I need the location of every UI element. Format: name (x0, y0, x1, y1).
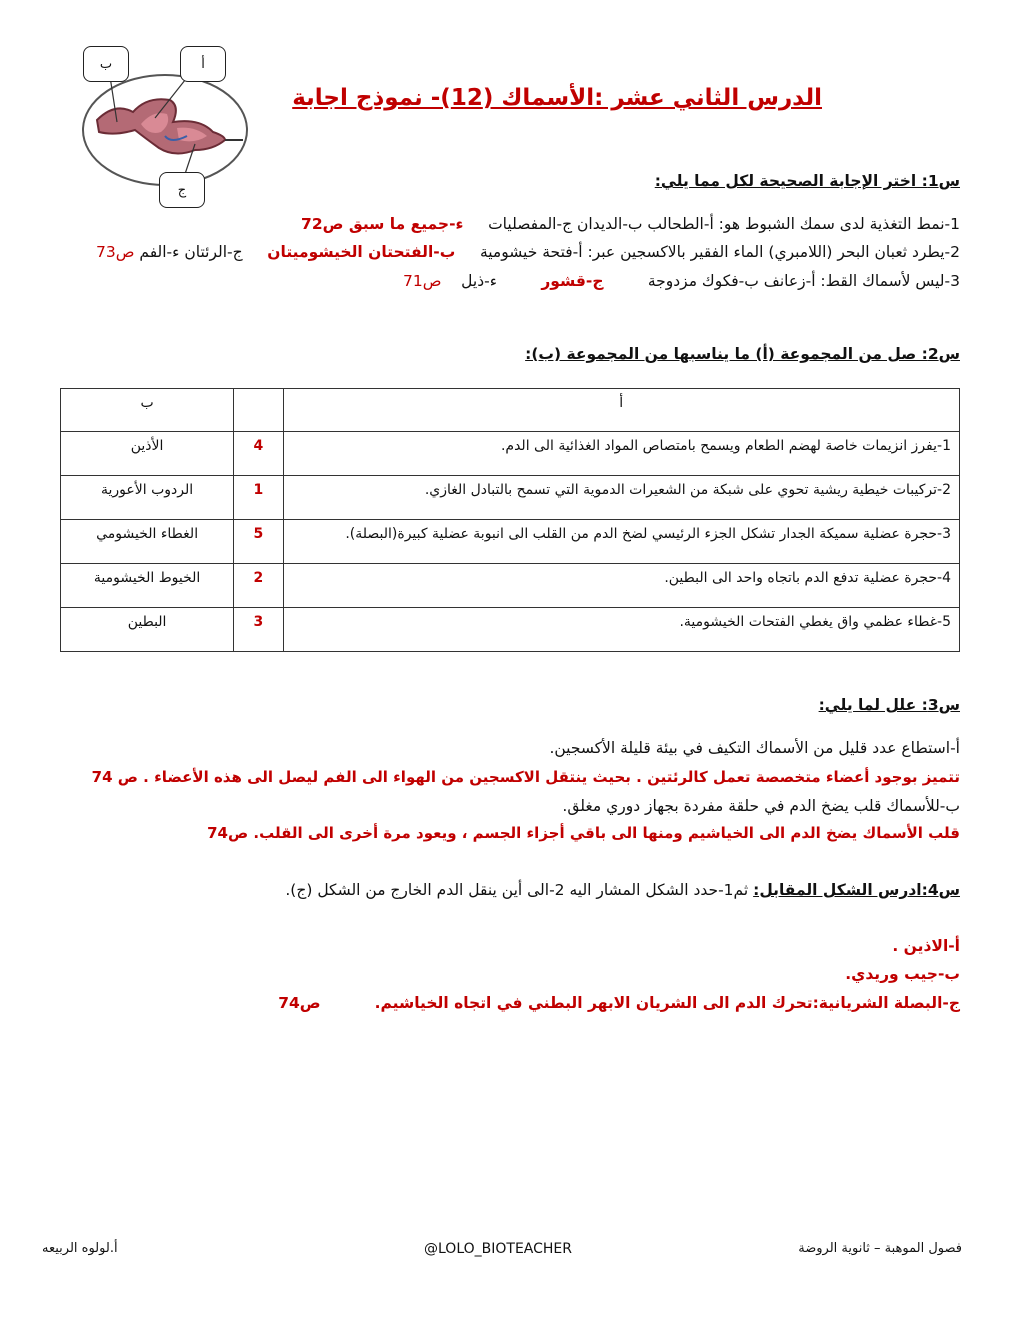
table-row (61, 564, 960, 608)
row-n: 1 (234, 476, 283, 520)
diagram-label-b: ب (83, 46, 129, 82)
q1-item-2-text: 2-يطرد ثعبان البحر (اللامبري) الماء الفقير بالاكسجين عبر: أ-فتحة خيشومية (479, 243, 960, 261)
q4-answer-b: ب-جيب وريدي. (845, 965, 960, 983)
q1-item-3 (403, 272, 960, 290)
table-row (61, 432, 960, 476)
row-n: 5 (234, 520, 283, 564)
footer-handle: @LOLO_BIOTEACHER (424, 1241, 572, 1257)
row-b: الأذين (61, 432, 234, 476)
row-b: الردوب الأعورية (61, 476, 234, 520)
q1-item-2-page: ص73 (95, 243, 135, 261)
q3-b-answer: قلب الأسماك يضخ الدم الى الخياشيم ومنها الى باقي أجزاء الجسم ، ويعود مرة أخرى الى القلب. ص74 (207, 824, 960, 842)
row-b: الغطاء الخيشومي (61, 520, 234, 564)
q2-heading: س2: صل من المجموعة (أ) ما يناسبها من المجموعة (ب): (525, 345, 960, 363)
row-b: البطين (61, 608, 234, 652)
table-row (61, 476, 960, 520)
q1-item-1-answer: ء-جميع ما سبق ص72 (301, 215, 464, 233)
q3-a-question: أ-استطاع عدد قليل من الأسماك التكيف في بيئة قليلة الأكسجين. (549, 739, 960, 757)
table-row (61, 520, 960, 564)
q1-item-3-text: 3-ليس لأسماك القط: أ-زعانف ب-فكوك مزدوجة (647, 272, 960, 290)
matching-table (60, 388, 960, 652)
q4-answer-a: أ-الاذين . (892, 937, 960, 955)
q1-item-3-answer: ج-قشور (541, 272, 604, 290)
row-a: 1-يفرز انزيمات خاصة لهضم الطعام ويسمح بامتصاص المواد الغذائية الى الدم. (283, 432, 960, 476)
q3-heading: س3: علل لما يلي: (818, 696, 960, 714)
q3-a-answer: تتميز بوجود أعضاء متخصصة تعمل كالرئتين . بحيث ينتقل الاكسجين من الهواء الى الفم ليصل الى هذه الأعضاء . ص 74 (91, 768, 960, 786)
row-a: 5-غطاء عظمي واق يغطي الفتحات الخيشومية. (283, 608, 960, 652)
col-b-header: ب (61, 389, 234, 432)
q4-answer-j-page: ص74 (278, 994, 321, 1012)
footer-school: فصول الموهبة – ثانوية الروضة (798, 1241, 962, 1256)
row-n: 4 (234, 432, 283, 476)
page-title: الدرس الثاني عشر :الأسماك (12)- نموذج اجابة (292, 85, 822, 111)
q1-item-1-text: 1-نمط التغذية لدى سمك الشبوط هو: أ-الطحالب ب-الديدان ج-المفصليات (488, 215, 960, 233)
q4-question: ثم1-حدد الشكل المشار اليه 2-الى أين ينقل الدم الخارج من الشكل (ج). (285, 881, 749, 899)
q1-item-3-rest: ء-ذيل (461, 272, 497, 290)
table-row (61, 608, 960, 652)
q4-line (285, 881, 960, 899)
row-a: 4-حجرة عضلية تدفع الدم باتجاه واحد الى البطين. (283, 564, 960, 608)
col-n-header (234, 389, 283, 432)
row-n: 3 (234, 608, 283, 652)
q4-answer-j: ج-البصلة الشريانية:تحرك الدم الى الشريان الابهر البطني في اتجاه الخياشيم. (374, 994, 960, 1012)
table-header-row (61, 389, 960, 432)
diagram-label-a: أ (180, 46, 226, 82)
q3-b-question: ب-للأسماك قلب يضخ الدم في حلقة مفردة بجهاز دوري مغلق. (562, 797, 960, 815)
diagram-label-j: ج (159, 172, 205, 208)
q4-answer-j-line (278, 994, 960, 1012)
q1-item-2-answer: ب-الفتحتان الخيشوميتان (267, 243, 456, 261)
q1-item-1 (301, 215, 960, 233)
row-a: 2-تركيبات خيطية ريشية تحوي على شبكة من الشعيرات الدموية التي تسمح بالتبادل الغازي. (283, 476, 960, 520)
row-n: 2 (234, 564, 283, 608)
row-b: الخيوط الخيشومية (61, 564, 234, 608)
footer-teacher: أ.لولوه الربيعه (42, 1241, 118, 1256)
q1-heading: س1: اختر الإجابة الصحيحة لكل مما يلي: (654, 172, 960, 190)
q4-heading: س4:ادرس الشكل المقابل: (753, 881, 960, 899)
col-a-header: أ (283, 389, 960, 432)
q1-item-3-page: ص71 (402, 272, 442, 290)
q1-item-2-rest: ج-الرئتان ء-الفم (139, 243, 243, 261)
q1-item-2 (96, 243, 960, 261)
row-a: 3-حجرة عضلية سميكة الجدار تشكل الجزء الرئيسي لضخ الدم من القلب الى انبوبة عضلية كبيرة(البصلة). (283, 520, 960, 564)
